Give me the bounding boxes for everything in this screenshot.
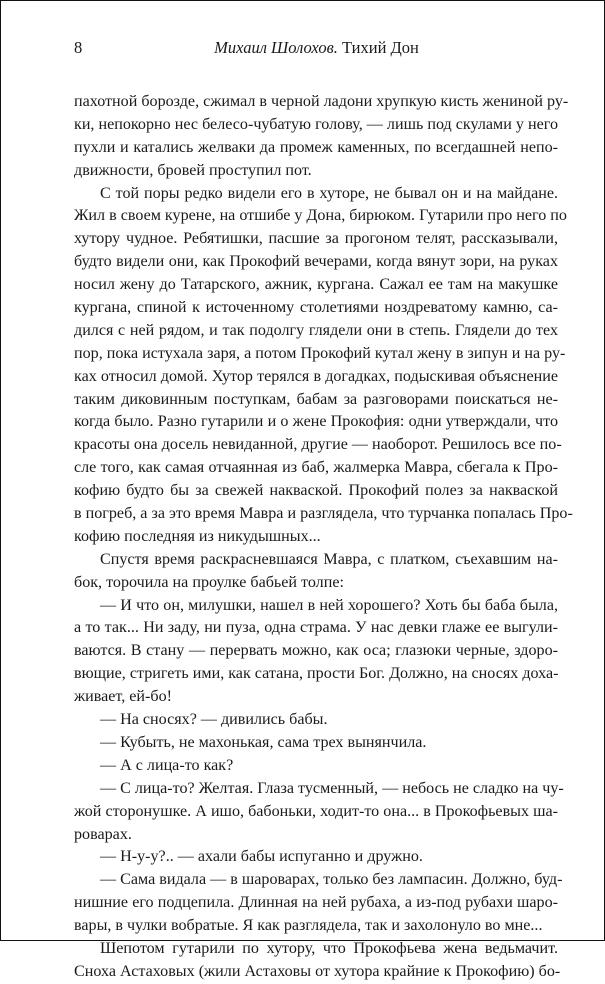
text-line: Сноха Астаховых (жили Астаховы от хутора крайние к Прокофию) бо- xyxy=(74,962,561,980)
text-line: живает, ей-бо! xyxy=(74,688,172,706)
text-line: сле того, как самая отчаянная из баб, жалмерка Мавра, сбегала к Про- xyxy=(74,459,558,477)
running-head-author: Михаил Шолохов. xyxy=(214,38,338,57)
text-line: Шепотом гутарили по хутору, что Прокофьева жена ведьмачит. xyxy=(100,939,558,957)
text-line: когда было. Разно гутарили и о жене Прокофия: одни утверждали, что xyxy=(74,413,558,431)
text-line: вющие, стригеть ими, как сатана, прости Бог. Должно, на сносях доха- xyxy=(74,665,559,683)
text-line: — Н-у-у?.. — ахали бабы испуганно и дружно. xyxy=(100,848,423,866)
running-head-title: Тихий Дон xyxy=(341,38,419,57)
running-head xyxy=(74,38,559,58)
text-line: пор, пока истухала заря, а потом Прокофий кутал жену в зипун и на ру- xyxy=(74,344,566,362)
text-line: таким диковинным поступкам, бабам за разговорами поискаться не- xyxy=(74,390,558,408)
page-header xyxy=(74,38,559,62)
text-line: — Кубыть, не махонькая, сама трех вынянчила. xyxy=(100,733,427,751)
text-line: бок, торочила на проулке бабьей толпе: xyxy=(74,573,344,591)
text-line: ки, непокорно нес белесо-чубатую голову, — лишь под скулами у него xyxy=(74,115,558,133)
text-line: кофию будто бы за свежей накваской. Прокофий полез за накваской xyxy=(74,482,558,500)
text-line: а то так... Ни заду, ни пуза, одна страма. У нас девки глаже ее выгули- xyxy=(74,619,558,637)
text-line: жой сторонушке. А ишо, бабоньки, ходит-то она... в Прокофьевых ша- xyxy=(74,802,558,820)
text-line: — Сама видала — в шароварах, только без лампасин. Должно, буд- xyxy=(100,871,563,889)
text-line: кофию последняя из никудышных... xyxy=(74,527,321,545)
text-line: хутору чудное. Ребятишки, пасшие за прогоном телят, рассказывали, xyxy=(74,230,558,248)
text-line: будто видели они, как Прокофий вечерами, когда вянут зори, на руках xyxy=(74,253,558,271)
text-line: нишние его подцепила. Длинная на ней рубаха, а из-под рубахи шаро- xyxy=(74,894,558,912)
text-line: движности, бровей проступил пот. xyxy=(74,161,312,179)
text-line: — С лица-то? Желтая. Глаза тусменный, — небось не сладко на чу- xyxy=(100,779,564,797)
text-line: роварах. xyxy=(74,825,132,843)
text-line: — А с лица-то как? xyxy=(100,756,234,774)
page-number: 8 xyxy=(74,38,83,57)
page-body-text xyxy=(74,91,573,984)
text-line: дился с ней рядом, и так подолгу глядели они в степь. Глядели до тех xyxy=(74,321,558,339)
text-line: С той поры редко видели его в хуторе, не бывал он и на майдане. xyxy=(100,184,558,202)
text-line: — И что он, милушки, нашел в ней хорошего? Хоть бы баба была, xyxy=(100,596,558,614)
text-line: — На сносях? — дивились бабы. xyxy=(100,711,328,729)
text-line: Жил в своем курене, на отшибе у Дона, бирюком. Гутарили про него по xyxy=(74,207,567,225)
text-line: вары, в чулки вобратые. Я как разглядела, так и захолонуло во мне... xyxy=(74,917,543,935)
text-line: пахотной борозде, сжимал в черной ладони хрупкую кисть жениной ру- xyxy=(74,93,569,110)
text-line: в погреб, а за это время Мавра и разглядела, что турчанка попалась Про- xyxy=(74,505,573,523)
text-line: ках относил домой. Хутор терялся в догадках, подыскивая объяснение xyxy=(74,367,558,385)
text-line: кургана, спиной к источенному столетиями ноздреватому камню, са- xyxy=(74,299,558,317)
text-line: Спустя время раскрасневшаяся Мавра, с платком, съехавшим на- xyxy=(100,550,558,568)
text-line: пухли и катались желваки да промеж каменных, по всегдашней непо- xyxy=(74,138,558,156)
text-line: ваются. В стану — перервать можно, как оса; глазюки черные, здоро- xyxy=(74,642,558,660)
text-line: носил жену до Татарского, ажник, кургана. Сажал ее там на макушке xyxy=(74,276,558,294)
text-line: красоты она досель невиданной, другие — наоборот. Решилось все по- xyxy=(74,436,562,454)
